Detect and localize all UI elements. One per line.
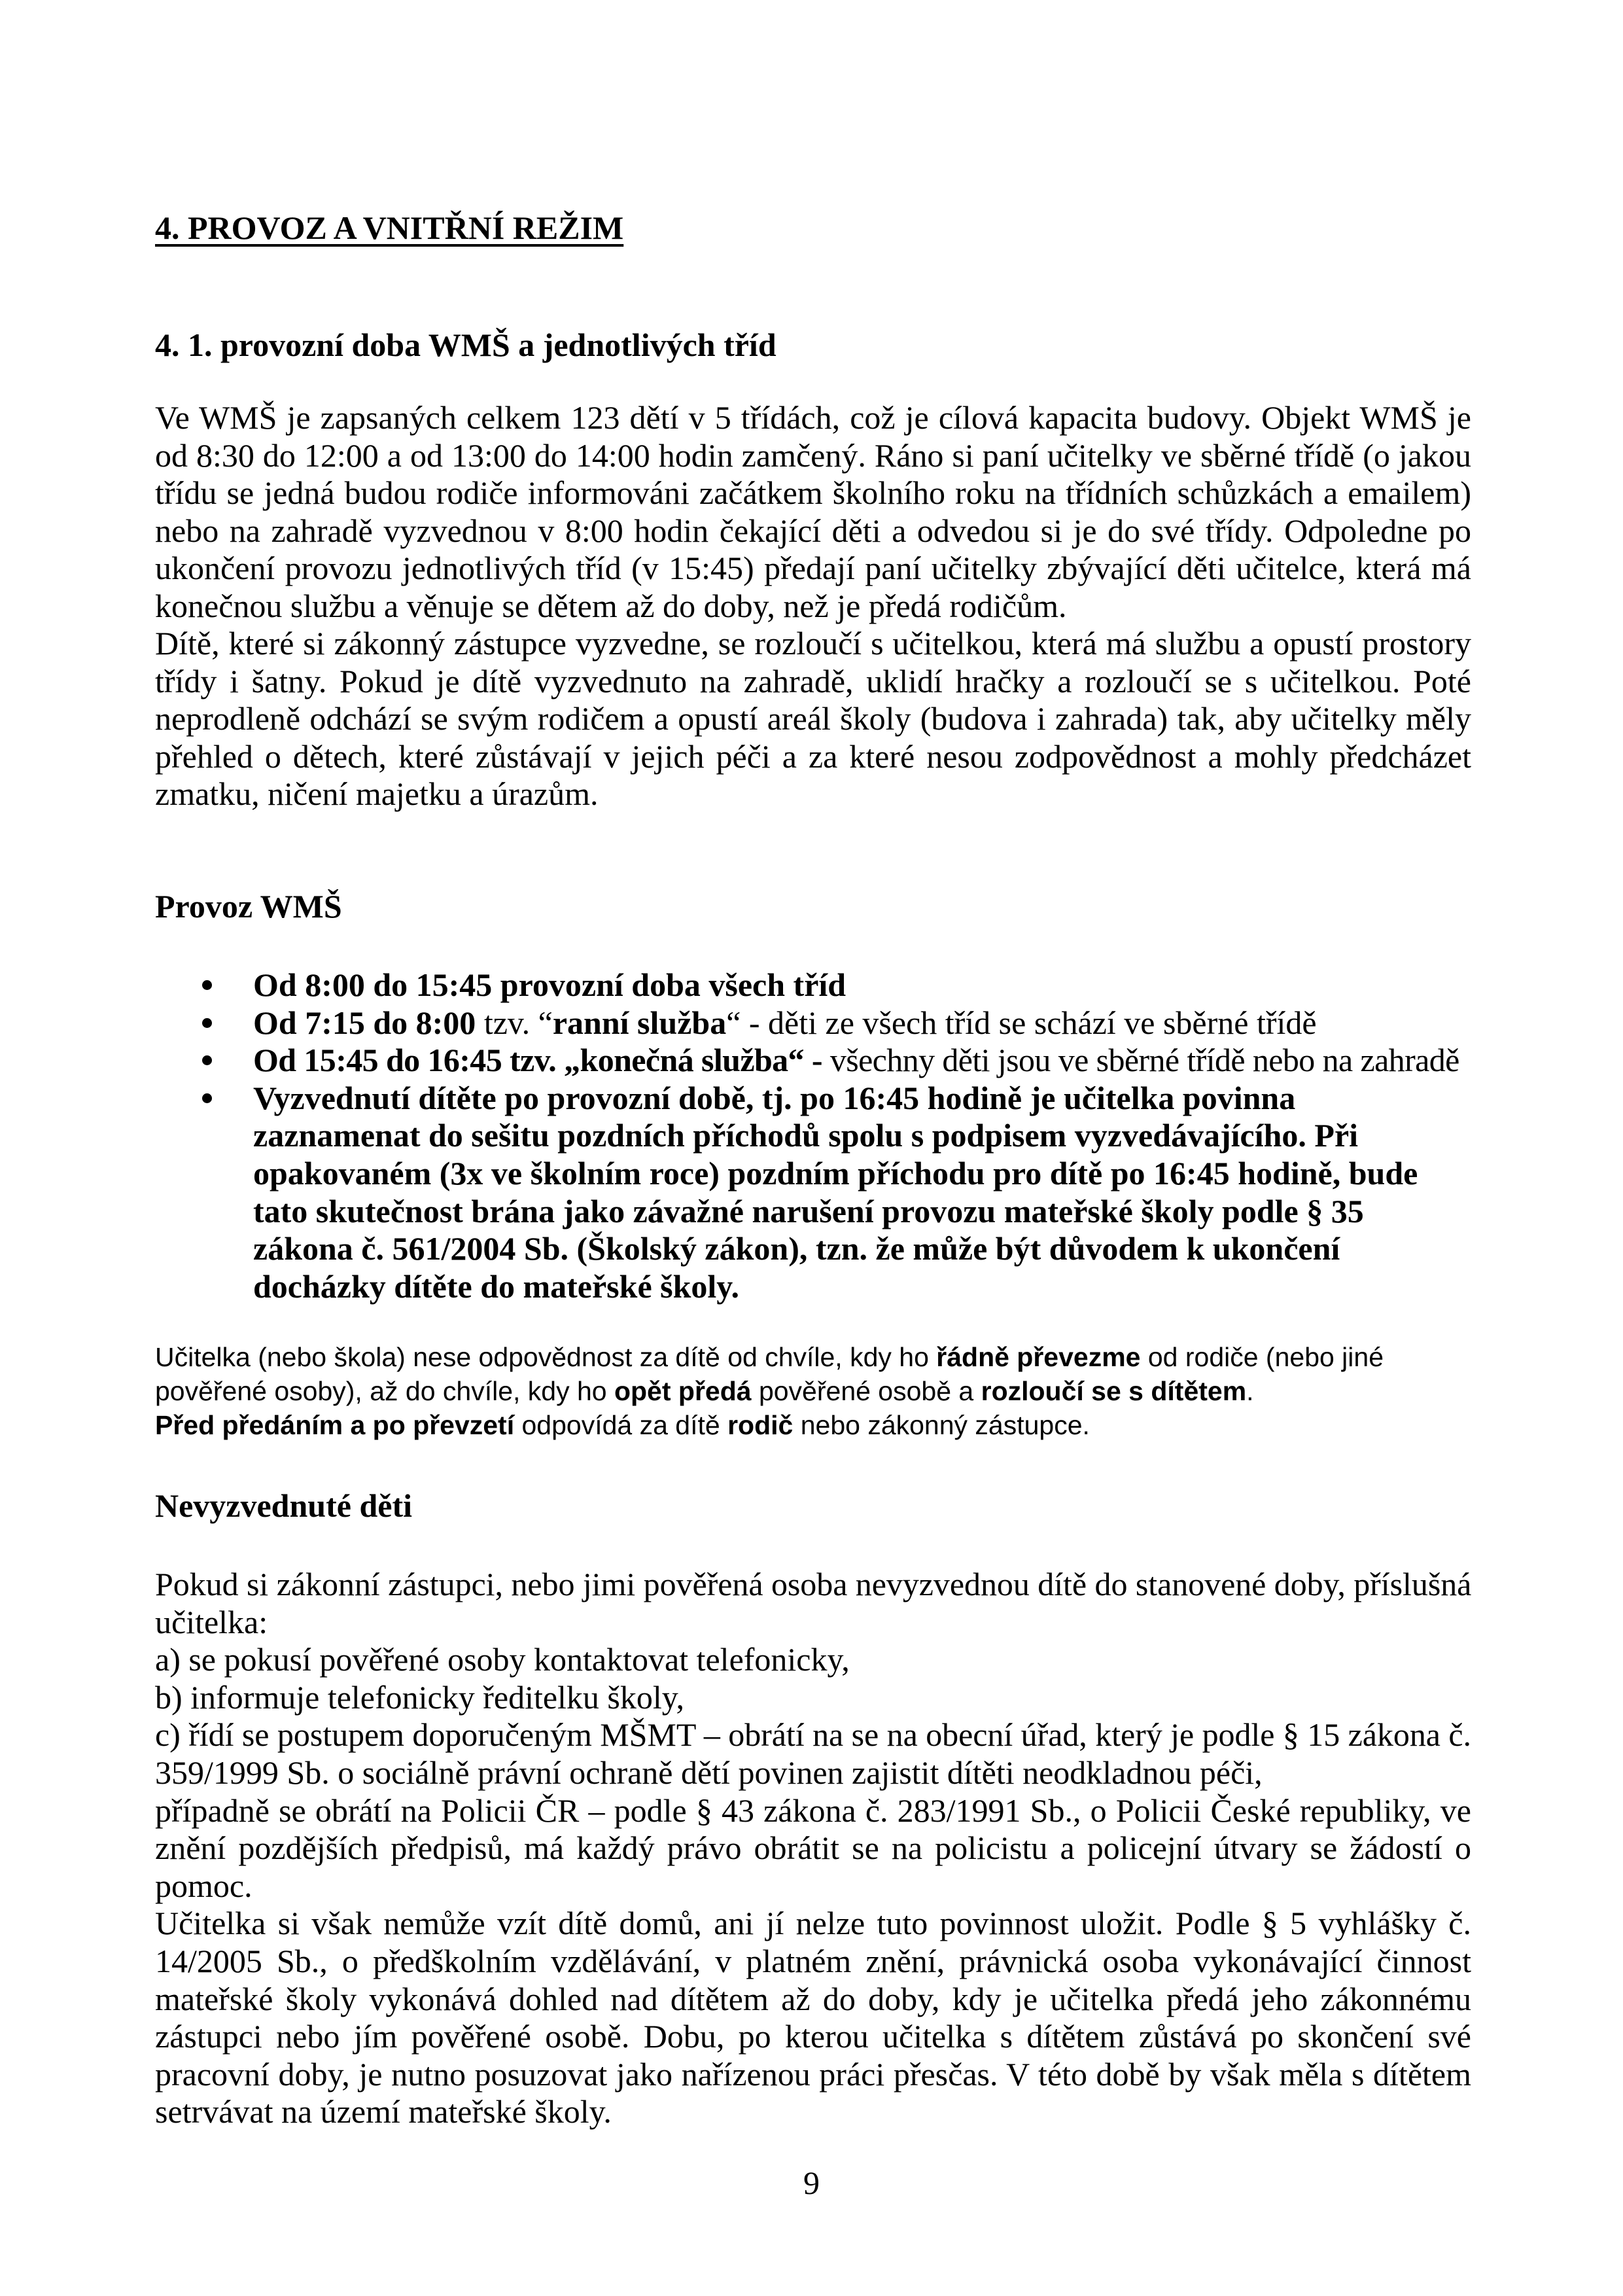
paragraph-line: a) se pokusí pověřené osoby kontaktovat telefonicky, xyxy=(155,1641,850,1678)
bullet-item xyxy=(155,966,1471,1004)
paragraph-line: Ve WMŠ je zapsaných celkem 123 dětí v 5 třídách, což je cílová kapacita budovy. Objekt WMŠ je xyxy=(155,399,1471,436)
paragraph-line: případně se obrátí na Policii ČR – podle § 43 zákona č. 283/1991 Sb., o Policii České republiky, ve xyxy=(155,1792,1471,1829)
responsibility-note xyxy=(155,1340,1471,1442)
paragraph-line: zmatku, ničení majetku a úrazům. xyxy=(155,775,599,813)
note-text: nebo zákonný zástupce. xyxy=(793,1410,1090,1440)
provoz-bullet-list xyxy=(155,966,1471,1305)
note-text-bold: Před předáním a po převzetí xyxy=(155,1410,515,1440)
bullet-item xyxy=(155,1080,1471,1306)
bullet-icon xyxy=(202,1093,212,1103)
pickup-paragraph xyxy=(155,625,1471,813)
note-line xyxy=(155,1408,1471,1442)
paragraph-line: třídu se jedná budou rodiče informováni začátkem školního roku na třídních schůzkách a emailem) xyxy=(155,474,1471,512)
paragraph-line: mateřské školy vykonává dohled nad dítětem až do doby, kdy je učitelka předá jeho zákonnému xyxy=(155,1980,1471,2017)
paragraph-line: 14/2005 Sb., o předškolním vzdělávání, v platném znění, právnická osoba vykonávající činnost xyxy=(155,1942,1471,1979)
bullet-item xyxy=(155,1042,1471,1080)
paragraph-line: b) informuje telefonicky ředitelku školy, xyxy=(155,1678,685,1716)
paragraph-line: Učitelka si však nemůže vzít dítě domů, ani jí nelze tuto povinnost uložit. Podle § 5 vyhlášky č. xyxy=(155,1905,1471,1942)
intro-paragraph xyxy=(155,399,1471,626)
note-text: Učitelka (nebo škola) nese odpovědnost za dítě od chvíle, kdy ho xyxy=(155,1342,937,1372)
paragraph-line: konečnou službu a věnuje se dětem až do doby, než je předá rodičům. xyxy=(155,587,1067,624)
note-text: pověřené osoby), až do chvíle, kdy ho xyxy=(155,1376,614,1406)
bullet-icon xyxy=(202,1055,212,1065)
paragraph-line: přehled o dětech, které zůstávají v jejich péči a za které nesou zodpovědnost a mohly předcházet xyxy=(155,737,1471,775)
bullet-text: všechny děti jsou ve sběrné třídě nebo na zahradě xyxy=(822,1042,1459,1079)
bullet-text-bold: Od 8:00 do 15:45 provozní doba všech tříd xyxy=(253,966,846,1003)
uncollected-paragraph xyxy=(155,1566,1471,2131)
note-text: . xyxy=(1246,1376,1254,1406)
paragraph-line: pracovní doby, je nutno posuzovat jako nařízenou práci přesčas. V této době by však měla s dítětem xyxy=(155,2055,1471,2093)
bullet-text: tzv. “ xyxy=(476,1004,553,1041)
bullet-text-bold: Vyzvednutí dítěte po provozní době, tj. po 16:45 hodině je učitelka povinna xyxy=(253,1079,1296,1116)
paragraph-line: c) řídí se postupem doporučeným MŠMT – obrátí na se na obecní úřad, který je podle § 15 zákona č. xyxy=(155,1716,1471,1754)
page-number: 9 xyxy=(803,2164,820,2201)
bullet-text-bold: ranní služba xyxy=(552,1004,727,1041)
bullet-text-bold: zaznamenat do sešitu pozdních příchodů spolu s podpisem vyzvedávajícího. Při xyxy=(253,1117,1359,1154)
bullet-text-bold: Od 15:45 do 16:45 tzv. „konečná služba“ - xyxy=(253,1042,822,1079)
bullet-text-bold: tato skutečnost brána jako závažné narušení provozu mateřské školy podle § 35 xyxy=(253,1192,1364,1229)
paragraph-line: nebo na zahradě vyzvednou v 8:00 hodin čekající děti a odvedou si je do své třídy. Odpoledne po xyxy=(155,512,1471,549)
bullet-text-bold: docházky dítěte do mateřské školy. xyxy=(253,1267,740,1305)
note-line xyxy=(155,1374,1471,1408)
paragraph-line: zástupci nebo jím pověřené osobě. Dobu, po kterou učitelka s dítětem zůstává po skončení své xyxy=(155,2018,1471,2055)
uncollected-heading: Nevyzvednuté děti xyxy=(155,1487,412,1524)
note-text-bold: rozloučí se s dítětem xyxy=(981,1376,1247,1406)
note-text: odpovídá za dítě xyxy=(514,1410,728,1440)
paragraph-line: Pokud si zákonní zástupci, nebo jimi pověřená osoba nevyzvednou dítě do stanovené doby, příslušná xyxy=(155,1566,1472,1602)
paragraph-line: 359/1999 Sb. o sociálně právní ochraně dětí povinen zajistit dítěti neodkladnou péči, xyxy=(155,1754,1263,1791)
chapter-title: 4. PROVOZ A VNITŘNÍ REŽIM xyxy=(155,209,624,246)
section-heading: 4. 1. provozní doba WMŠ a jednotlivých tříd xyxy=(155,327,777,363)
paragraph-line: třídy i šatny. Pokud je dítě vyzvednuto na zahradě, uklidí hračky a rozloučí se s učitelkou. Poté xyxy=(155,662,1471,699)
note-text: od rodiče (nebo jiné xyxy=(1140,1342,1384,1372)
paragraph-line: setrvávat na území mateřské školy. xyxy=(155,2093,612,2130)
note-text-bold: opět předá xyxy=(614,1376,752,1406)
bullet-text: “ - děti ze všech tříd se schází ve sběrné třídě xyxy=(726,1004,1317,1041)
paragraph-line: pomoc. xyxy=(155,1867,253,1904)
bullet-icon xyxy=(202,1018,212,1028)
note-text: pověřené osobě a xyxy=(751,1376,981,1406)
paragraph-line: Dítě, které si zákonný zástupce vyzvedne, se rozloučí s učitelkou, která má službu a opustí prostory xyxy=(155,625,1471,662)
paragraph-line: neprodleně odchází se svým rodičem a opustí areál školy (budova i zahrada) tak, aby učitelky měly xyxy=(155,700,1471,737)
paragraph-line: znění pozdějších předpisů, má každý právo obrátit se na policistu a policejní útvary se žádostí o xyxy=(155,1829,1471,1867)
paragraph-line: ukončení provozu jednotlivých tříd (v 15:45) předají paní učitelky zbývající děti učitelce, která má xyxy=(155,550,1471,587)
note-line xyxy=(155,1340,1471,1374)
provoz-heading: Provoz WMŠ xyxy=(155,888,342,925)
bullet-text-bold: zákona č. 561/2004 Sb. (Školský zákon), tzn. že může být důvodem k ukončení xyxy=(253,1230,1340,1267)
paragraph-line: učitelka: xyxy=(155,1603,268,1640)
bullet-text-bold: Od 7:15 do 8:00 xyxy=(253,1004,476,1041)
paragraph-line: od 8:30 do 12:00 a od 13:00 do 14:00 hodin zamčený. Ráno si paní učitelky ve sběrné třídě (o jakou xyxy=(155,436,1471,474)
bullet-icon xyxy=(202,980,212,990)
bullet-text-bold: opakovaném (3x ve školním roce) pozdním příchodu pro dítě po 16:45 hodině, bude xyxy=(253,1154,1418,1192)
bullet-item xyxy=(155,1004,1471,1042)
note-text-bold: rodič xyxy=(727,1410,794,1440)
note-text-bold: řádně převezme xyxy=(936,1342,1141,1372)
